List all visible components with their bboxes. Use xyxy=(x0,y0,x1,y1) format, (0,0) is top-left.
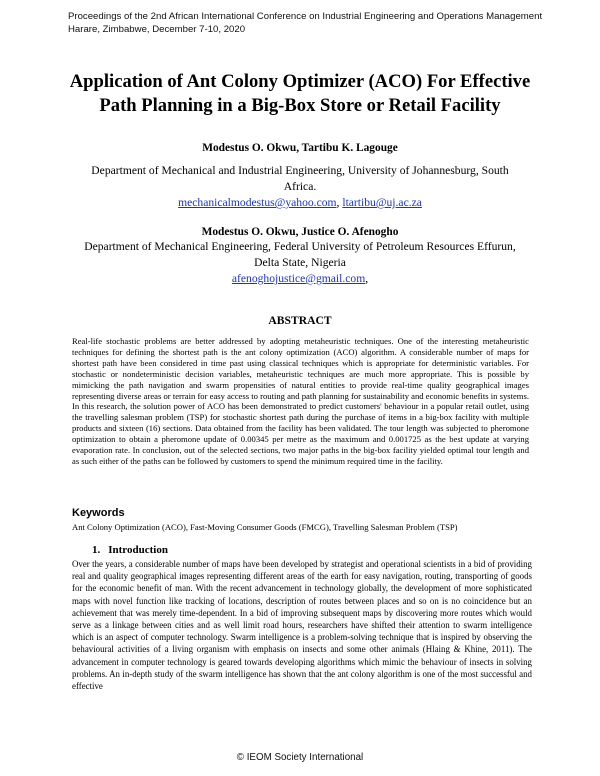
copyright-footer: © IEOM Society International xyxy=(236,752,364,763)
email-link-afenogho[interactable]: afenoghojustice@gmail.com xyxy=(231,272,366,285)
header-line-1: Proceedings of the 2nd African International Conference on Industrial Engineering and Operations Management xyxy=(68,11,543,22)
section-number: 1. xyxy=(92,544,101,556)
email-separator: , xyxy=(336,196,343,209)
proceedings-header xyxy=(68,10,568,36)
affiliation-1-emails xyxy=(70,195,530,211)
affiliation-2 xyxy=(60,239,540,287)
keywords-heading: Keywords xyxy=(72,507,125,519)
authors-group-2: Modestus O. Okwu, Justice O. Afenogho xyxy=(201,226,399,238)
affiliation-2-email xyxy=(60,271,540,287)
abstract-heading: ABSTRACT xyxy=(268,314,332,327)
affiliation-2-line-1: Department of Mechanical Engineering, Federal University of Petroleum Resources Effurun, xyxy=(84,240,516,253)
section-title: Introduction xyxy=(108,544,168,556)
title-line-2: Path Planning in a Big-Box Store or Retail Facility xyxy=(99,95,501,116)
affiliation-1-line-1: Department of Mechanical and Industrial Engineering, University of Johannesburg, South xyxy=(91,164,509,177)
affiliation-1 xyxy=(70,163,530,211)
keywords-body: Ant Colony Optimization (ACO), Fast-Moving Consumer Goods (FMCG), Travelling Salesman Problem (TSP) xyxy=(72,522,458,532)
authors-group-1: Modestus O. Okwu, Tartibu K. Lagouge xyxy=(202,142,398,154)
abstract-body: Real-life stochastic problems are better addressed by adopting metaheuristic techniques. One of the interesting metaheuristic techniques for defining the shortest path is the ant colony optimization (ACO) algorithm. A considerable number of maps for shortest path have been considered in time past using classical techniques which is appropriate for deterministic variables. For stochastic or nondeterministic decision variables, metaheuristic techniques are much more appropriate. This is possible by mimicking the path navigation and swarm propensities of natural entities to provide real-time quality geographical images representing diverse areas or terrain for easy access to routing and path planning for sustainability and economic benefits in systems. In this research, the solution power of ACO has been demonstrated to predict customers' behaviour in a popular retail outlet, using the travelling salesman problem (TSP) for stochastic shortest path during the purchase of items in a big-box facility with multiple products and sixteen (16) sections. Data obtained from the facility has been validated. The tour length was subjected to pheromone optimization to obtain a pheromone update of 0.00345 per metre as the maximum and 0.001725 as the best update at varying evaporation rate. In conclusion, out of the selected sections, two major paths in the big-box facility yielded optimal tour length and as such either of the paths can be followed by customers to spend the minimum required time in the facility. xyxy=(72,336,529,466)
email-link-okwu[interactable]: mechanicalmodestus@yahoo.com xyxy=(178,196,337,209)
affiliation-1-line-2: Africa. xyxy=(283,180,317,193)
introduction-body: Over the years, a considerable number of maps have been developed by strategist and operational scientists in a bid of providing real and quality geographical images representing different areas of the earth for easy navigation, routing, transporting of goods for the economic benefit of man. With the recent advancement in technology globally, the development of more sophisticated maps with novel function like tracking of locations, description of routes between places and so on is no coincidence but an achievement that was merely time-dependent. In a bid of improving subsequent maps by discovering more routes which would serve as a linkage between cities and as well limit road hours, researchers have shifted their attention to swarm intelligence which is an aspect of computer technology. Swarm intelligence is a problem-solving technique that is inspired by observing the behavioural activities of a living organism with emphasis on insects and some other animals (Hlaing & Khine, 2011). The advancement in computer technology is geared towards developing algorithms which mimic the behaviour of insects in solving problems. An in-depth study of the swarm intelligence has shown that the ant colony algorithm is one of the most successful and effective xyxy=(72,559,532,692)
header-line-2: Harare, Zimbabwe, December 7-10, 2020 xyxy=(68,24,246,35)
email-suffix: , xyxy=(365,272,369,285)
introduction-heading xyxy=(92,544,168,556)
paper-title xyxy=(20,70,580,118)
email-link-tartibu[interactable]: ltartibu@uj.ac.za xyxy=(342,196,422,209)
affiliation-2-line-2: Delta State, Nigeria xyxy=(254,256,346,269)
title-line-1: Application of Ant Colony Optimizer (ACO) For Effective xyxy=(69,71,531,92)
